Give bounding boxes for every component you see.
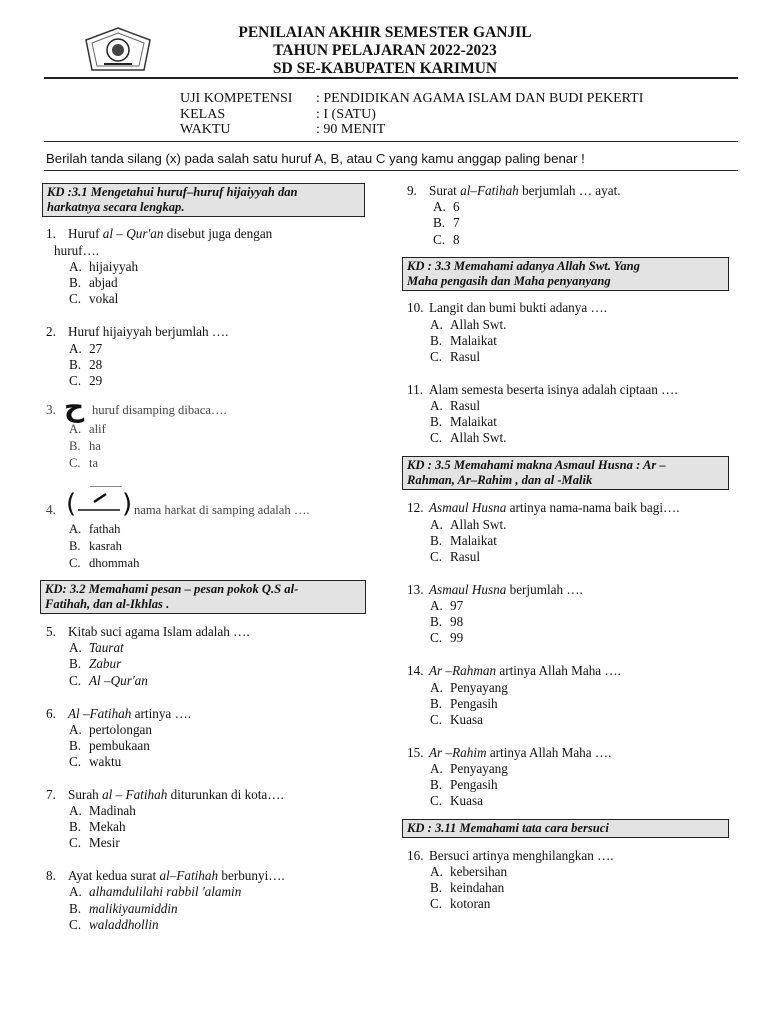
question-number: 13. [407,582,424,597]
exam-title: PENILAIAN AKHIR SEMESTER GANJIL [238,24,532,41]
question-text: Ayat kedua surat al–Fatihah berbunyi…. [68,868,285,883]
option-c[interactable]: C. ta [69,456,99,470]
option-a[interactable]: A. 27 [69,341,103,356]
question-number: 15. [407,745,424,760]
option-b[interactable]: B. kasrah [69,539,122,553]
svg-text:): ) [122,489,133,518]
question-number: 14. [407,663,424,678]
instruction-top-rule [44,141,738,142]
option-a[interactable]: A. kebersihan [430,864,508,879]
question-text: Bersuci artinya menghilangkan …. [429,848,614,863]
question-number: 4. [46,502,56,517]
kd-box-3-3 [402,257,729,291]
question-text: Asmaul Husna berjumlah …. [429,582,583,597]
meta-key: KELAS [180,107,226,122]
option-c[interactable]: C. vokal [69,291,119,306]
option-b[interactable]: B. Mekah [69,819,126,834]
option-b[interactable]: B. keindahan [430,880,505,895]
kd-line: Maha pengasih dan Maha penyanyang [407,274,611,288]
option-b[interactable]: B. Malaikat [430,414,497,429]
question-number: 16. [407,848,424,863]
option-c[interactable]: C. Rasul [430,349,481,364]
question-text: Huruf hijaiyyah berjumlah …. [68,324,229,339]
option-a[interactable]: A. Madinah [69,803,136,818]
instruction-text: Berilah tanda silang (x) pada salah satu huruf A, B, atau C yang kamu anggap paling benar ! [46,151,585,166]
kd-line: harkatnya secara lengkap. [47,200,185,214]
question-text: Ar –Rahim artinya Allah Maha …. [429,745,612,760]
kd-line: KD : 3.11 Memahami tata cara bersuci [407,821,609,835]
option-c[interactable]: C. 29 [69,373,103,388]
question-number: 7. [46,787,56,802]
option-c[interactable]: C. Al –Qur'an [69,673,148,688]
kd-line: KD : 3.5 Memahami makna Asmaul Husna : Ar – [407,458,666,472]
option-b[interactable]: B. Malaikat [430,333,497,348]
kd-line: KD : 3.3 Memahami adanya Allah Swt. Yang [407,259,640,273]
option-b[interactable]: B. pembukaan [69,738,150,753]
option-a[interactable]: A. 6 [433,199,460,214]
meta-value: : I (SATU) [316,107,376,122]
question-number: 10. [407,300,424,315]
question-text: huruf disamping dibaca…. [92,403,227,417]
question-number: 5. [46,624,56,639]
option-a[interactable]: A. Penyayang [430,761,508,776]
meta-key: UJI KOMPETENSI [180,91,293,106]
question-number: 12. [407,500,424,515]
option-a[interactable]: A. hijaiyyah [69,259,139,274]
question-text: Asmaul Husna artinya nama-nama baik bagi…. [429,500,680,515]
option-b[interactable]: B. abjad [69,275,118,290]
option-a[interactable]: A. fathah [69,522,121,536]
school-emblem-logo [84,26,152,72]
option-c[interactable]: C. 99 [430,630,464,645]
option-a[interactable]: A. Allah Swt. [430,517,507,532]
kd-line: KD :3.1 Mengetahui huruf–huruf hijaiyyah dan [47,185,298,199]
option-b[interactable]: B. Pengasih [430,696,498,711]
kd-box-3-11 [402,819,729,838]
question-number: 8. [46,868,56,883]
header-divider [44,77,738,79]
question-number: 3. [46,402,56,417]
option-b[interactable]: B. ha [69,439,101,453]
option-a[interactable]: A. Allah Swt. [430,317,507,332]
question-text: Kitab suci agama Islam adalah …. [68,624,250,639]
question-text: Al –Fatihah artinya …. [68,706,192,721]
school-name: SD SE-KABUPATEN KARIMUN [272,60,498,77]
question-text: Huruf al – Qur'an disebut juga dengan [68,226,273,241]
option-b[interactable]: B. 28 [69,357,103,372]
option-a[interactable]: A. 97 [430,598,464,613]
meta-value: : PENDIDIKAN AGAMA ISLAM DAN BUDI PEKERTI [316,91,644,106]
kd-box-3-5 [402,456,729,490]
kd-line: Fatihah, dan al-Ikhlas . [45,597,170,611]
option-a[interactable]: A. Penyayang [430,680,508,695]
svg-text:(: ( [66,489,77,518]
question-text: nama harkat di samping adalah …. [134,503,310,517]
meta-key: WAKTU [180,122,231,137]
option-c[interactable]: C. Kuasa [430,793,483,808]
divider-line [90,486,122,487]
option-c[interactable]: C. Rasul [430,549,481,564]
option-c[interactable]: C. waladdhollin [69,917,159,932]
question-number: 2. [46,324,56,339]
question-text: Alam semesta beserta isinya adalah ciptaan …. [429,382,678,397]
kd-line: Rahman, Ar–Rahim , dan al -Malik [407,473,593,487]
option-b[interactable]: B. Zabur [69,656,122,671]
question-text: Langit dan bumi bukti adanya …. [429,300,607,315]
option-a[interactable]: A. Taurat [69,640,124,655]
option-c[interactable]: C. Kuasa [430,712,483,727]
option-a[interactable]: A. Rasul [430,398,481,413]
kd-box-3-1 [42,183,365,217]
option-a[interactable]: A. alhamdulilahi rabbil 'alamin [69,884,242,899]
option-c[interactable]: C. waktu [69,754,122,769]
harkat-fathah-icon [66,488,134,518]
option-a[interactable]: A. alif [69,422,106,436]
kd-line: KD: 3.2 Memahami pesan – pesan pokok Q.S al- [45,582,299,596]
option-a[interactable]: A. pertolongan [69,722,152,737]
option-c[interactable]: C. Mesir [69,835,120,850]
question-text: Surat al–Fatihah berjumlah … ayat. [429,183,621,198]
option-b[interactable]: B. Pengasih [430,777,498,792]
question-text: Ar –Rahman artinya Allah Maha …. [429,663,621,678]
option-c[interactable]: C. 8 [433,232,460,247]
option-c[interactable]: C. dhommah [69,556,140,570]
option-b[interactable]: B. 98 [430,614,464,629]
question-text: Surah al – Fatihah diturunkan di kota…. [68,787,284,802]
question-number: 6. [46,706,56,721]
question-number: 1. [46,226,56,241]
option-b[interactable]: B. malikiyaumiddin [69,901,178,916]
kd-box-3-2 [40,580,366,614]
question-number: 9. [407,183,417,198]
option-c[interactable]: C. kotoran [430,896,491,911]
question-number: 11. [407,382,423,397]
option-b[interactable]: B. Malaikat [430,533,497,548]
instruction-bottom-rule [44,170,738,171]
academic-year: TAHUN PELAJARAN 2022-2023 [273,42,497,59]
option-c[interactable]: C. Allah Swt. [430,430,507,445]
option-b[interactable]: B. 7 [433,215,460,230]
hijaiyyah-glyph: ح [64,390,85,423]
meta-value: : 90 MENIT [316,122,386,137]
question-text-cont: huruf…. [54,243,100,258]
